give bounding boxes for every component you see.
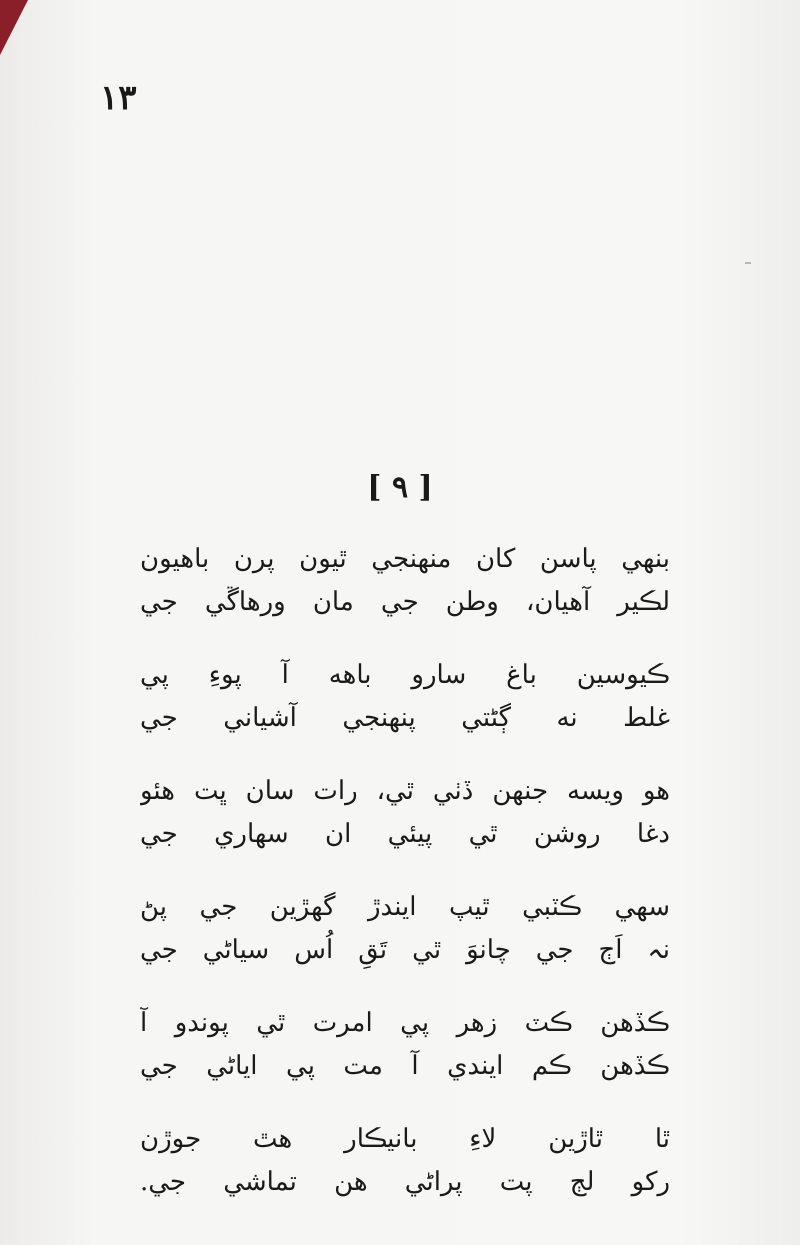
poem-line: رکو لڄ پت پراڻي هن تماشي جي. — [140, 1167, 670, 1197]
poem-line: هو ويسه جنهن ڏٺي ٿي، رات سان ڀت هئو — [140, 776, 670, 806]
page-number: ١٣ — [100, 78, 137, 118]
poem-line: بنهي پاسن کان منهنجي ٿيون پرن باهيون — [140, 544, 670, 574]
paper-speck — [745, 262, 751, 264]
stanza — [140, 1002, 670, 1088]
poem-line: غلط نه ڳڻتي پنهنجي آشياني جي — [140, 703, 670, 733]
stanza — [140, 654, 670, 740]
poem-line: سهي ڪٽبي ٿيپ ايندڙ گهڙين جي پڻ — [140, 892, 670, 922]
stanza — [140, 770, 670, 856]
poem-line: ڪڏهن ڪم ايندي آ مت پي اياڻي جي — [140, 1051, 670, 1081]
stanza — [140, 538, 670, 624]
stanza — [140, 886, 670, 972]
stanza — [140, 1118, 670, 1204]
poem-section-number: [ ٩ ] — [367, 470, 433, 505]
poem-line: لڪير آهيان، وطن جي مان ورهاڱي جي — [140, 587, 670, 617]
poem-line: ٿا ٿاڙين لاءِ بانيڪار هٿ جوڙن — [140, 1124, 670, 1154]
poem-line: نہ اَڄ جي چانوَ ٿي تَقِ اُس سياڻي جي — [140, 935, 670, 965]
page-corner-binding — [0, 0, 28, 55]
poem-line: ڪڏهن ڪٽ زهر پي امرت ٿي پوندو آ — [140, 1008, 670, 1038]
poem-body — [140, 538, 670, 1234]
poem-line: ڪيوسين باغ سارو باهه آ پوءِ پي — [140, 660, 670, 690]
poem-line: دغا روشن ٿي پيئي ان سهاري جي — [140, 819, 670, 849]
